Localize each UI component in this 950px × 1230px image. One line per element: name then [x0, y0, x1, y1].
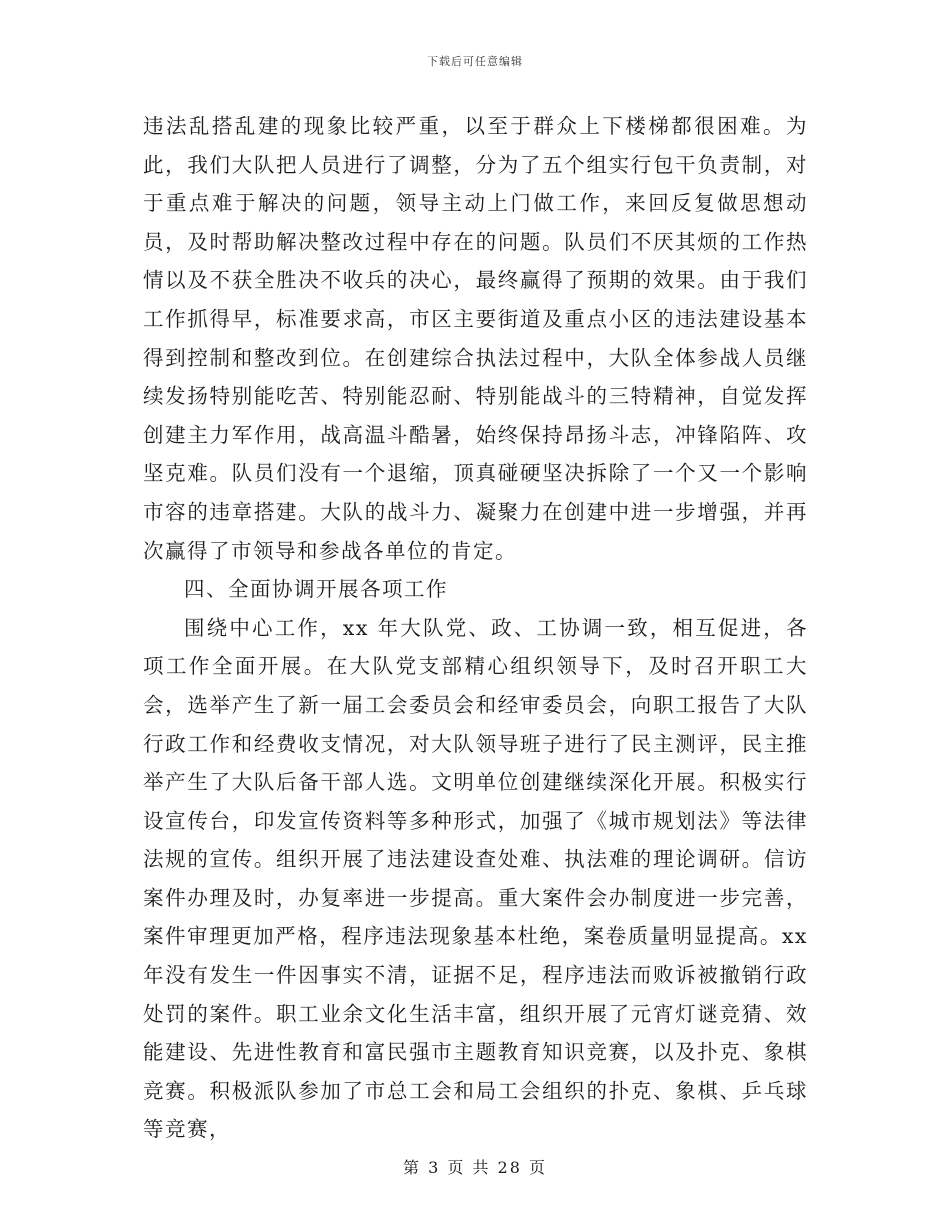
- page-number: 第 3 页 共 28 页: [403, 1158, 547, 1177]
- document-body: [143, 107, 808, 1149]
- paragraph-2: 围绕中心工作，xx 年大队党、政、工协调一致，相互促进，各项工作全面开展。在大队党支部精心组织领导下，及时召开职工大会，选举产生了新一届工会委员会和经审委员会，向职工报告了大队行政工作和经费收支情况，对大队领导班子进行了民主测评，民主推举产生了大队后备干部人选。文明单位创建继续深化开展。积极实行设宣传台，印发宣传资料等多种形式，加强了《城市规划法》等法律法规的宣传。组织开展了违法建设查处难、执法难的理论调研。信访案件办理及时，办复率进一步提高。重大案件会办制度进一步完善，案件审理更加严格，程序违法现象基本杜绝，案卷质量明显提高。xx 年没有发生一件因事实不清，证据不足，程序违法而败诉被撤销行政处罚的案件。职工业余文化生活丰富，组织开展了元宵灯谜竞猜、效能建设、先进性教育和富民强市主题教育知识竞赛，以及扑克、象棋竞赛。积极派队参加了市总工会和局工会组织的扑克、象棋、乒乓球等竞赛，: [143, 615, 808, 1142]
- header-note: 下载后可任意编辑: [427, 55, 523, 68]
- paragraph-1: 违法乱搭乱建的现象比较严重，以至于群众上下楼梯都很困难。为此，我们大队把人员进行了调整，分为了五个组实行包干负责制，对于重点难于解决的问题，领导主动上门做工作，来回反复做思想动员，及时帮助解决整改过程中存在的问题。队员们不厌其烦的工作热情以及不获全胜决不收兵的决心，最终赢得了预期的效果。由于我们工作抓得早，标准要求高，市区主要街道及重点小区的违法建设基本得到控制和整改到位。在创建综合执法过程中，大队全体参战人员继续发扬特别能吃苦、特别能忍耐、特别能战斗的三特精神，自觉发挥创建主力军作用，战高温斗酷暑，始终保持昂扬斗志，冲锋陷阵、攻坚克难。队员们没有一个退缩，顶真碰硬坚决拆除了一个又一个影响市容的违章搭建。大队的战斗力、凝聚力在创建中进一步增强，并再次赢得了市领导和参战各单位的肯定。: [143, 114, 808, 563]
- section-heading-4: 四、全面协调开展各项工作: [184, 577, 448, 602]
